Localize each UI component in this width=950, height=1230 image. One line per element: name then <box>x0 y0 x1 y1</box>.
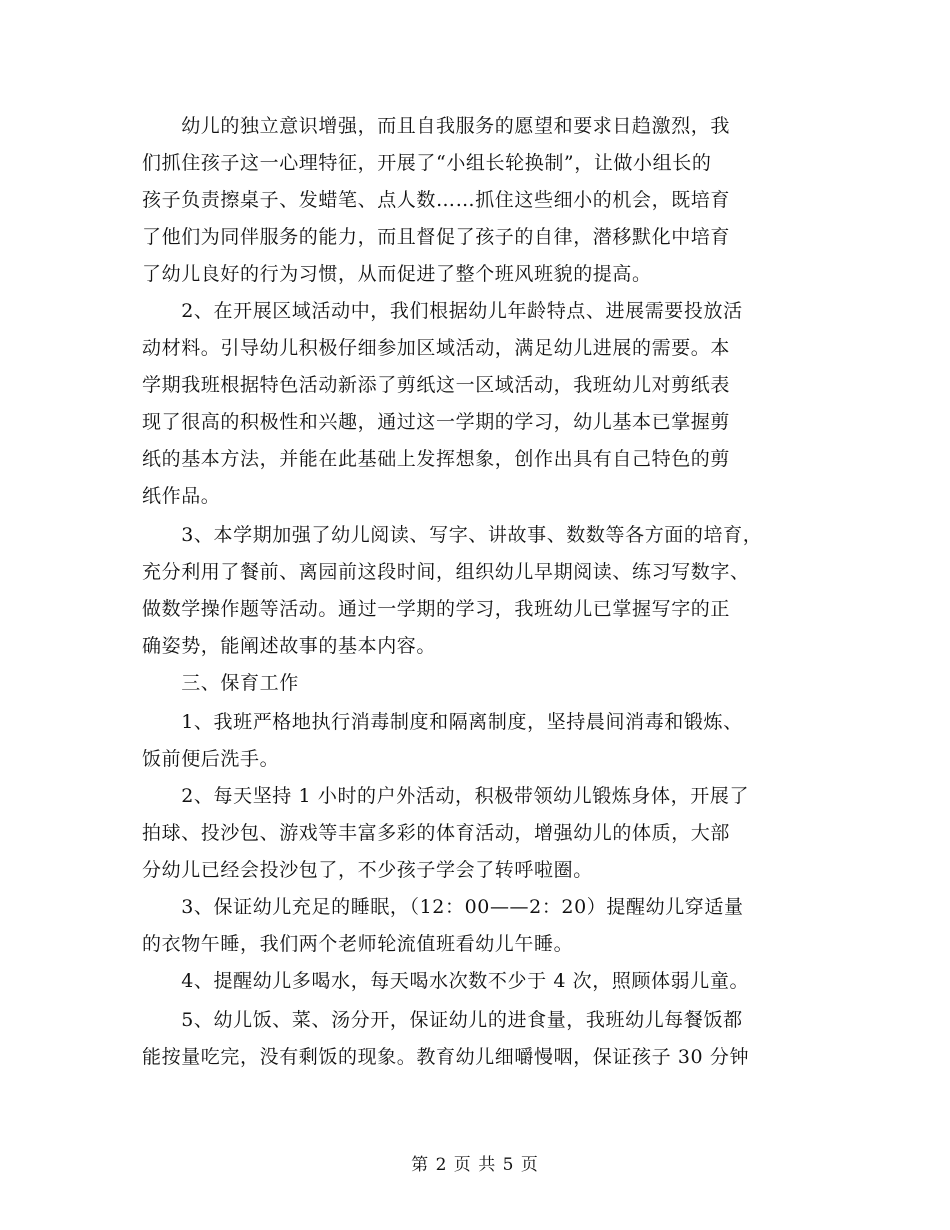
text-line: 确姿势，能阐述故事的基本内容。 <box>142 635 437 657</box>
text-line: 做数学操作题等活动。通过一学期的学习，我班幼儿已掌握写字的正 <box>142 598 731 620</box>
text-line: 幼儿的独立意识增强，而且自我服务的愿望和要求日趋激烈，我 <box>142 115 731 137</box>
text-line: 动材料。引导幼儿积极仔细参加区域活动，满足幼儿进展的需要。本 <box>142 337 731 359</box>
text-line: 能按量吃完，没有剩饭的现象。教育幼儿细嚼慢咽，保证孩子 30 分钟 <box>142 1046 750 1068</box>
text-line: 们抓住孩子这一心理特征，开展了“小组长轮换制”，让做小组长的 <box>142 152 712 174</box>
section-heading: 三、保育工作 <box>142 672 299 694</box>
text-line: 的衣物午睡，我们两个老师轮流值班看幼儿午睡。 <box>142 933 574 955</box>
text-line: 孩子负责擦桌子、发蜡笔、点人数……抓住这些细小的机会，既培育 <box>142 189 731 211</box>
text-line: 了他们为同伴服务的能力，而且督促了孩子的自律，潜移默化中培育 <box>142 226 731 248</box>
text-line: 纸作品。 <box>142 485 221 507</box>
text-line: 拍球、投沙包、游戏等丰富多彩的体育活动，增强幼儿的体质，大部 <box>142 822 731 844</box>
text-line: 饭前便后洗手。 <box>142 748 280 770</box>
text-line: 3、保证幼儿充足的睡眠，（12：00——2：20）提醒幼儿穿适量 <box>142 896 744 918</box>
text-line: 5、幼儿饭、菜、汤分开，保证幼儿的进食量，我班幼儿每餐饭都 <box>142 1009 743 1031</box>
text-line: 1、我班严格地执行消毒制度和隔离制度，坚持晨间消毒和锻炼、 <box>142 711 743 733</box>
text-line: 纸的基本方法，并能在此基础上发挥想象，创作出具有自己特色的剪 <box>142 448 731 470</box>
page-footer: 第 2 页 共 5 页 <box>411 1155 539 1175</box>
text-line: 了幼儿良好的行为习惯，从而促进了整个班风班貌的提高。 <box>142 263 652 285</box>
text-line: 2、每天坚持 1 小时的户外活动，积极带领幼儿锻炼身体，开展了 <box>142 785 750 807</box>
text-line: 3、本学期加强了幼儿阅读、写字、讲故事、数数等各方面的培育， <box>142 524 763 546</box>
text-line: 4、提醒幼儿多喝水，每天喝水次数不少于 4 次，照顾体弱儿童。 <box>142 970 750 992</box>
text-line: 学期我班根据特色活动新添了剪纸这一区域活动，我班幼儿对剪纸表 <box>142 374 731 396</box>
text-line: 现了很高的积极性和兴趣，通过这一学期的学习，幼儿基本已掌握剪 <box>142 411 731 433</box>
text-line: 分幼儿已经会投沙包了，不少孩子学会了转呼啦圈。 <box>142 859 593 881</box>
text-line: 2、在开展区域活动中，我们根据幼儿年龄特点、进展需要投放活 <box>142 300 743 322</box>
text-line: 充分利用了餐前、离园前这段时间，组织幼儿早期阅读、练习写数字、 <box>142 561 750 583</box>
